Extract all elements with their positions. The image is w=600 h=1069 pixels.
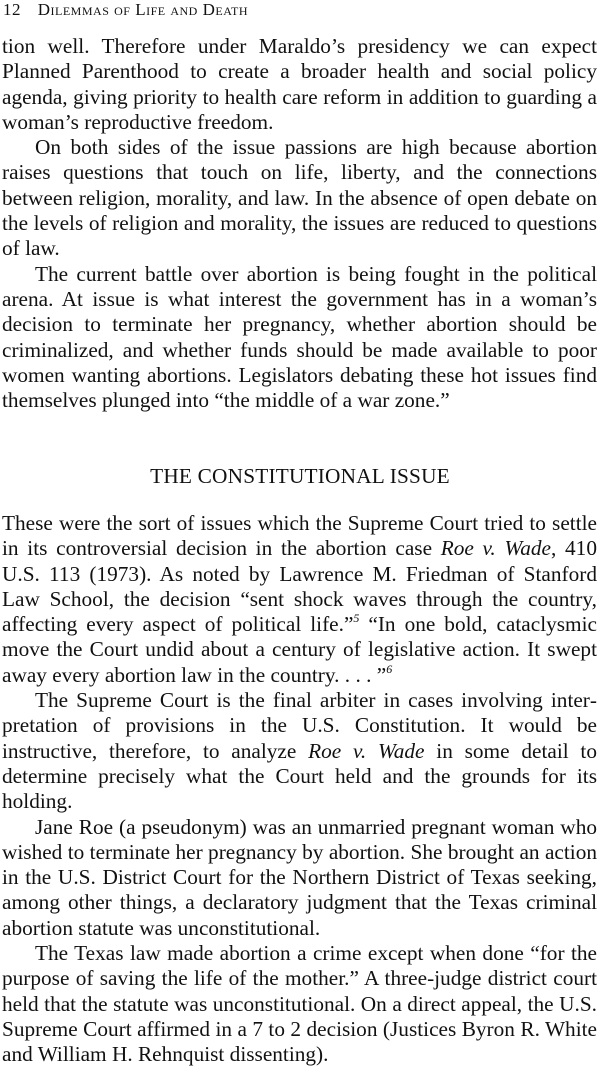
footnote-ref-6: 6 xyxy=(386,661,393,676)
paragraph-continued: tion well. Therefore under Maraldo’s presidency we can expect Planned Parenthood to create a broader health and social policy agenda, giving priority to health care reform in addition to guarding a woman’s reproductive freedom. xyxy=(2,34,597,134)
paragraph-texas-law: The Texas law made abortion a crime except when done “for the purpose of saving the life of the mother.” A three-judge district court held that the statute was unconstitutional. On a direct appeal, the U.S. Supreme Court affirmed in a 7 to 2 decision (Justices Byron R. White and William H. Rehnquist dissenting). xyxy=(2,941,597,1067)
running-title: Dilemmas of Life and Death xyxy=(37,0,249,19)
paragraph-roe-intro: These were the sort of issues which the Supreme Court tried to settle in its controversial decision in the abortion case Roe v. Wade, 410 U.S. 113 (1973). As noted by Lawrence M. Friedman of Stanford Law School, the decision “sent shock waves through the country, affecting every aspect of political life.”$^5$ “In one bold, cataclysmic move the Court undid about a century of legislative action. It swept away every abortion law in the country. . . . ”$^6$ xyxy=(2,511,597,687)
case-name: Roe v. Wade xyxy=(440,536,551,561)
page-number: 12 xyxy=(3,0,21,19)
opening-text xyxy=(2,34,597,413)
paragraph-passions: On both sides of the issue passions are high because abortion raises questions that touch on life, liberty, and the connections between religion, morality, and law. In the absence of open debate on the levels of religion and morality, the issues are reduced to questions of law. xyxy=(2,135,597,261)
section-heading: THE CONSTITUTIONAL ISSUE xyxy=(150,464,450,488)
case-name: Roe v. Wade xyxy=(308,738,425,763)
footnote-ref-5: 5 xyxy=(353,611,360,626)
paragraph-political-arena: The current battle over abortion is being fought in the political arena. At issue is what interest the government has in a woman’s decision to terminate her pregnancy, whether abortion should be criminalized, and whether funds should be made available to poor women wanting abortions. Legislators debating these hot issues find themselves plunged into “the middle of a war zone.” xyxy=(2,261,597,413)
running-header xyxy=(3,0,248,20)
section-text xyxy=(2,511,597,1068)
paragraph-supreme-court: The Supreme Court is the final arbiter in cases involving interpretation of provisions in the U.S. Constitution. It would be instructive, therefore, to analyze Roe v. Wade in some detail to determine precisely what the Court held and the grounds for its holding. xyxy=(2,688,597,814)
paragraph-jane-roe: Jane Roe (a pseudonym) was an unmarried pregnant woman who wished to terminate her pregnancy by abortion. She brought an action in the U.S. District Court for the Northern District of Texas seeking, among other things, a declaratory judgment that the Texas criminal abortion statute was unconstitutional. xyxy=(2,814,597,940)
